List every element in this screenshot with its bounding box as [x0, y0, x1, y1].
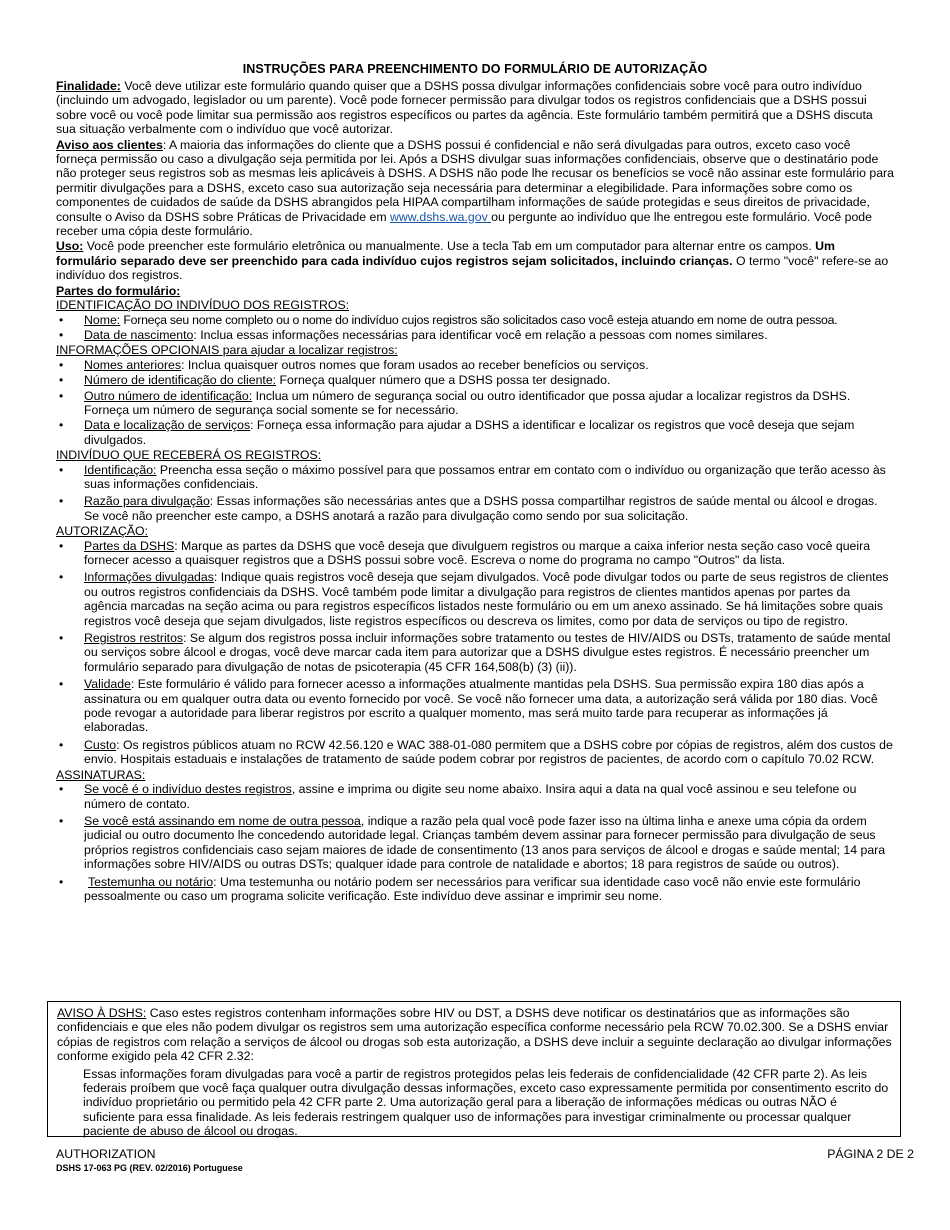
item-text: Forneça seu nome completo ou o nome do indivíduo cujos registros são solicitados caso você esteja atuando em nome de outra pessoa.: [120, 312, 838, 327]
list-item: [56, 677, 894, 735]
aviso-clientes-label: Aviso aos clientes: [56, 137, 163, 152]
section-heading-identificacao: IDENTIFICAÇÃO DO INDIVÍDUO DOS REGISTROS:: [56, 298, 350, 313]
section-heading-receber: INDIVÍDUO QUE RECEBERÁ OS REGISTROS:: [56, 448, 322, 463]
item-term: Data de nascimento: [84, 327, 194, 342]
item-text: : Marque as partes da DSHS que você deseja que divulguem registros ou marque a caixa inferior nesta seção caso você queira fornecer acesso a quaisquer registros que a DSHS possui sobre você. Escreva o nome do programa no campo "Outros" da lista.: [84, 538, 871, 567]
item-term: Razão para divulgação: [84, 494, 210, 509]
item-text: Preencha essa seção o máximo possível para que possamos entrar em contato com o indivíduo ou organização que terão acesso às suas informações confidenciais.: [84, 462, 886, 491]
item-term: Partes da DSHS: [84, 538, 175, 553]
list-item: [56, 782, 894, 811]
instructions-page: [56, 62, 894, 904]
item-term: Informações divulgadas: [84, 570, 214, 585]
uso-text: Você pode preencher este formulário eletrônica ou manualmente. Use a tecla Tab em um computador para alternar entre os campos.: [83, 239, 816, 254]
dshs-website-link[interactable]: www.dshs.wa.gov: [390, 209, 492, 224]
aviso-clientes-text-after: ou pergunte ao indivíduo que lhe entregou este formulário. Você pode receber uma cópia deste formulário.: [56, 209, 872, 239]
aviso-clientes-paragraph: [56, 138, 894, 239]
list-item: [56, 570, 894, 628]
item-text: , indique a razão pela qual você pode fazer isso na última linha e anexe uma cópia da ordem judicial ou outro documento lhe concedendo autoridade legal. Crianças também devem assinar para fornecer permissão para divulgação de seus próprios registros confidenciais caso sejam maiores de idade de consentimento (13 anos para serviços de álcool e drogas e saúde mental; 14 para informações sobre HIV/AIDS ou outras DSTs; qualquer idade para controle de natalidade e abortos; 18 para registros de saúde ou outros).: [84, 813, 886, 872]
list-receber: [56, 463, 894, 524]
list-item: [56, 418, 894, 447]
item-text: : Os registros públicos atuam no RCW 42.56.120 e WAC 388-01-080 permitem que a DSHS cobre por cópias de registros, além dos custos de envio. Hospitais estaduais e instalações de tratamento de saúde podem cobrar por registros de pacientes, de acordo com o capítulo 70.02 RCW.: [84, 737, 893, 767]
uso-label: Uso:: [56, 239, 84, 254]
item-text: : Forneça essa informação para ajudar a DSHS a identificar e localizar os registros que você deseja que sejam divulgados.: [84, 418, 855, 447]
list-opcionais: [56, 358, 894, 447]
list-autorizacao: [56, 539, 894, 767]
footer-form-code: DSHS 17-063 PG (REV. 02/2016) Portuguese: [56, 1163, 243, 1173]
uso-paragraph: [56, 239, 894, 282]
item-text: : Inclua essas informações necessárias para identificar você em relação a pessoas com nomes similares.: [193, 327, 768, 342]
list-item: [56, 389, 894, 418]
item-term: Se você é o indivíduo destes registros: [84, 782, 292, 797]
finalidade-label: Finalidade:: [56, 79, 121, 93]
list-item: [56, 373, 894, 387]
finalidade-paragraph: [56, 79, 894, 137]
item-term: Custo: [84, 737, 117, 752]
notice-label: AVISO À DSHS:: [57, 1006, 147, 1020]
notice-text: Caso estes registros contenham informações sobre HIV ou DST, a DSHS deve notificar os destinatários que as informações são confidenciais e que eles não podem divulgar os registros sem uma autorização específica conforme necessário pela RCW 70.02.300. Se a DSHS enviar cópias de registros com relação a serviços de álcool ou drogas sob esta autorização, a DSHS deve incluir a seguinte declaração ao divulgar informações conforme exigido pela 42 CFR 2.32:: [57, 1006, 892, 1064]
item-term: Nome:: [84, 312, 121, 327]
item-text: : Inclua quaisquer outros nomes que foram usados ao receber benefícios ou serviços.: [181, 357, 649, 372]
list-item: [56, 875, 894, 904]
list-item: [56, 328, 894, 342]
list-item: [56, 539, 894, 568]
list-item: [56, 358, 894, 372]
item-text: Inclua um número de segurança social ou outro identificador que possa ajudar a localizar registros da DSHS. Forneça um número de segurança social somente se for necessário.: [84, 388, 851, 417]
list-item: [56, 631, 894, 674]
item-text: : Essas informações são necessárias antes que a DSHS possa compartilhar registros de saúde mental ou álcool e drogas. Se você não preencher este campo, a DSHS anotará a razão para divulgação como sendo por sua solicitação.: [84, 494, 878, 523]
notice-statement: Essas informações foram divulgadas para você a partir de registros protegidos pelas leis federais de confidencialidade (42 CFR parte 2). As leis federais proíbem que você faça qualquer outra divulgação dessas informações, exceto caso expressamente permitida por consentimento escrito do indivíduo proprietário ou permitido pela 42 CFR parte 2. Uma autorização geral para a liberação de informações médicas ou outras NÃO é suficiente para essa finalidade. As leis federais restringem qualquer uso de informações para investigar criminalmente ou processar qualquer paciente de abuso de álcool ou drogas.: [83, 1066, 889, 1139]
item-term: Data e localização de serviços: [84, 418, 251, 433]
section-heading-assinaturas: ASSINATURAS:: [56, 767, 146, 782]
item-term: Nomes anteriores: [84, 357, 182, 372]
uso-bold-text: Um formulário separado deve ser preenchido para cada indivíduo cujos registros sejam solicitados, incluindo crianças.: [56, 239, 835, 268]
item-text: , assine e imprima ou digite seu nome abaixo. Insira aqui a data na qual você assinou e seu telefone ou número de contato.: [84, 782, 857, 811]
item-text: : Indique quais registros você deseja que sejam divulgados. Você pode divulgar todos ou parte de seus registros de clientes ou outros registros confidenciais da DSHS. Você também pode limitar a divulgação para registros de clientes mantidos apenas por partes da agência marcadas na seção acima ou para registros específicos listados neste formulário ou em um anexo assinado. Se há limitações sobre quais registros você deseja que sejam divulgados, liste registros específicos ou descreva os limites, como por data de serviços ou tipo de registro.: [84, 570, 889, 628]
item-term: Identificação:: [84, 462, 157, 477]
item-term: Testemunha ou notário: [88, 874, 214, 889]
section-heading-opcionais: INFORMAÇÕES OPCIONAIS para ajudar a localizar registros:: [56, 343, 398, 358]
item-term: Número de identificação do cliente:: [84, 373, 277, 388]
list-assinaturas: [56, 782, 894, 903]
item-term: Outro número de identificação:: [84, 388, 253, 403]
footer-form-name: AUTHORIZATION: [56, 1147, 156, 1161]
item-text: : Este formulário é válido para fornecer acesso a informações atualmente mantidas pela DSHS. Sua permissão expira 180 dias após a assinatura ou em qualquer outra data ou evento fornecido por você. Se você não fornecer uma data, a autorização será válida por 180 dias. Você pode revogar a autoridade para liberar registros por escrito a qualquer momento, mas será muito tarde para recuperar as informações já elaboradas.: [84, 677, 878, 735]
item-text: : Se algum dos registros possa incluir informações sobre tratamento ou testes de HIV/AIDS ou DSTs, tratamento de saúde mental ou serviços sobre álcool e drogas, você deve marcar cada item para autorizar que a DSHS divulgue estes registros. É necessário preencher um formulário separado para divulgação de notas de psicoterapia (45 CFR 164,508(b) (3) (ii)).: [84, 631, 891, 674]
footer-page-number: PÁGINA 2 DE 2: [827, 1147, 914, 1161]
item-term: Registros restritos: [84, 631, 184, 646]
item-text: Forneça qualquer número que a DSHS possa ter designado.: [276, 373, 611, 388]
list-identificacao: [56, 313, 894, 343]
list-item: [56, 494, 894, 523]
dshs-notice-box: [47, 1001, 901, 1137]
list-item: [56, 814, 894, 872]
item-text: : Uma testemunha ou notário podem ser necessários para verificar sua identidade caso você não envie este formulário pessoalmente ou caso um programa solicite verificação. Este indivíduo deve assinar e imprimir seu nome.: [84, 874, 861, 903]
item-term: Se você está assinando em nome de outra pessoa: [84, 813, 361, 828]
list-item: [56, 463, 894, 492]
item-term: Validade: [84, 677, 131, 692]
finalidade-text: Você deve utilizar este formulário quando quiser que a DSHS possa divulgar informações confidenciais sobre você para outro indivíduo (incluindo um advogado, legislador ou um parente). Você pode fornecer permissão para divulgar todos os registros confidenciais que a DSHS possui sobre você ou você pode limitar sua permissão aos registros específicos ou partes da agência. Este formulário também permitirá que a DSHS discuta sua situação verbalmente com o indivíduo que você autorizar.: [56, 79, 873, 137]
notice-paragraph: [57, 1006, 892, 1064]
uso-text-after: O termo "você" refere-se ao indivíduo dos registros.: [56, 253, 889, 283]
list-item: [56, 313, 894, 327]
section-heading-autorizacao: AUTORIZAÇÃO:: [56, 524, 149, 539]
aviso-clientes-text: : A maioria das informações do cliente que a DSHS possui é confidencial e não será divulgadas para outros, exceto caso você forneça permissão ou caso a divulgação seja permitida por lei. Após a DSHS divulgar suas informações confidenciais, observe que o destinatário pode não proteger seus registros sob as mesmas leis aplicáveis à DSHS. A DSHS não pode lhe recusar os benefícios se você não assinar este formulário para permitir divulgações para a DSHS, exceto caso sua autorização seja necessária para determinar a elegibilidade. Para informações sobre como os componentes de cuidados de saúde da DSHS abrangidos pela HIPAA compartilham informações de saúde protegidas e seus direitos de privacidade, consulte o Aviso da DSHS sobre Práticas de Privacidade em: [56, 137, 894, 224]
partes-heading: Partes do formulário:: [56, 283, 181, 298]
page-title: INSTRUÇÕES PARA PREENCHIMENTO DO FORMULÁRIO DE AUTORIZAÇÃO: [242, 62, 708, 76]
list-item: [56, 738, 894, 767]
